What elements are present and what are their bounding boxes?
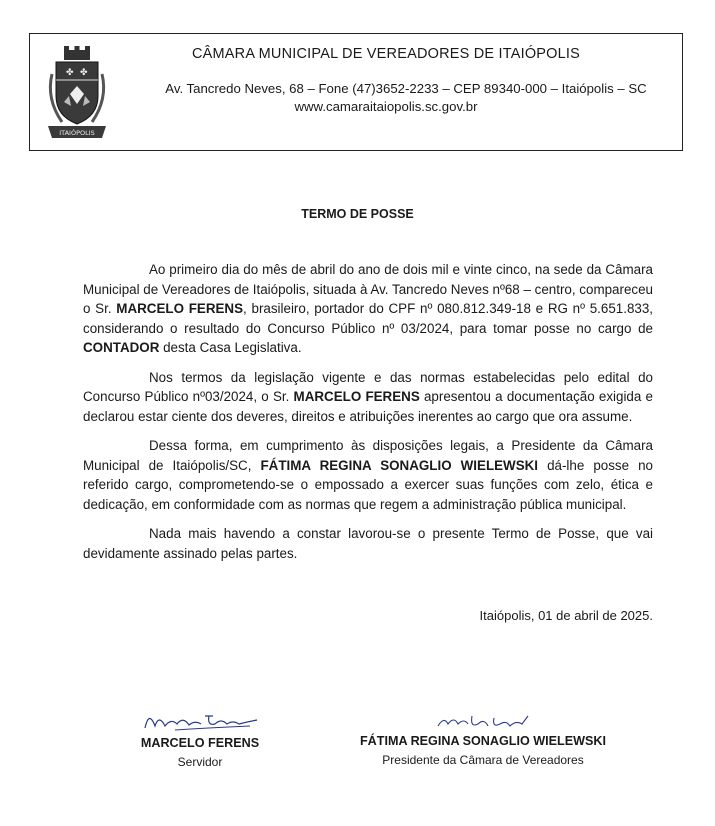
- paragraph-2: [83, 368, 653, 427]
- paragraph-text: Ao primeiro dia do mês de abril do ano de dois mil e vinte cinco, na sede da Câmara Municipal de Vereadores de Itaiópolis, situada à Av. Tancredo Neves nº68 – centro, compareceu o Sr.: [83, 262, 653, 316]
- institution-address: Av. Tancredo Neves, 68 – Fone (47)3652-2233 – CEP 89340-000 – Itaiópolis – SC: [165, 81, 647, 96]
- paragraph-text: Nada mais havendo a constar lavorou-se o presente Termo de Posse, que vai devidamente assinado pelas partes.: [83, 526, 653, 561]
- signature-block-president: [348, 710, 618, 767]
- letterhead: [29, 33, 683, 151]
- svg-text:✤: ✤: [66, 68, 74, 78]
- handwritten-signature: [135, 706, 265, 736]
- employee-signature-role: Servidor: [177, 755, 223, 769]
- institution-website: www.camaraitaiopolis.sc.gov.br: [294, 99, 478, 114]
- employee-name: MARCELO FERENS: [116, 301, 244, 316]
- document-date: Itaiópolis, 01 de abril de 2025.: [479, 608, 653, 623]
- paragraph-text: desta Casa Legislativa.: [159, 340, 302, 355]
- job-title: CONTADOR: [83, 340, 160, 355]
- document-body: [83, 260, 653, 573]
- president-name: FÁTIMA REGINA SONAGLIO WIELEWSKI: [260, 457, 539, 473]
- svg-text:✤: ✤: [80, 68, 88, 78]
- paragraph-1: [83, 260, 653, 358]
- paragraph-text: , brasileiro, portador do CPF nº 080.812.349-18 e RG nº 5.651.833, considerando o resultado do Concurso Público nº 03/2024, para tomar posse no cargo de: [83, 301, 654, 336]
- employee-signature-name: MARCELO FERENS: [140, 736, 260, 750]
- paragraph-4: [83, 524, 653, 563]
- paragraph-text: Nos termos da legislação vigente e das normas estabelecidas pelo edital do Concurso Público nº03/2024, o Sr.: [83, 369, 653, 404]
- president-signature-name: FÁTIMA REGINA SONAGLIO WIELEWSKI: [359, 734, 607, 748]
- paragraph-3: [83, 436, 653, 514]
- president-signature-role: Presidente da Câmara de Vereadores: [382, 753, 584, 767]
- signature-block-employee: [120, 706, 280, 769]
- paragraph-text: apresentou a documentação exigida e declarou estar ciente dos deveres, direitos e atribuições inerentes ao cargo que ora assume.: [83, 389, 653, 424]
- crest-ribbon-text: ITAIÓPOLIS: [59, 129, 95, 137]
- institution-name: CÂMARA MUNICIPAL DE VEREADORES DE ITAIÓPOLIS: [191, 46, 581, 62]
- employee-name: MARCELO FERENS: [293, 389, 420, 404]
- paragraph-text: dá-lhe posse no referido cargo, comprometendo-se o empossado a exercer suas funções com zelo, ética e dedicação, em conformidade com as normas que regem a administração pública municipal.: [83, 457, 653, 512]
- document-title: TERMO DE POSSE: [301, 207, 414, 221]
- handwritten-signature: [428, 710, 538, 734]
- paragraph-text: Dessa forma, em cumprimento às disposições legais, a Presidente da Câmara Municipal de Itaiópolis/SC,: [83, 438, 653, 473]
